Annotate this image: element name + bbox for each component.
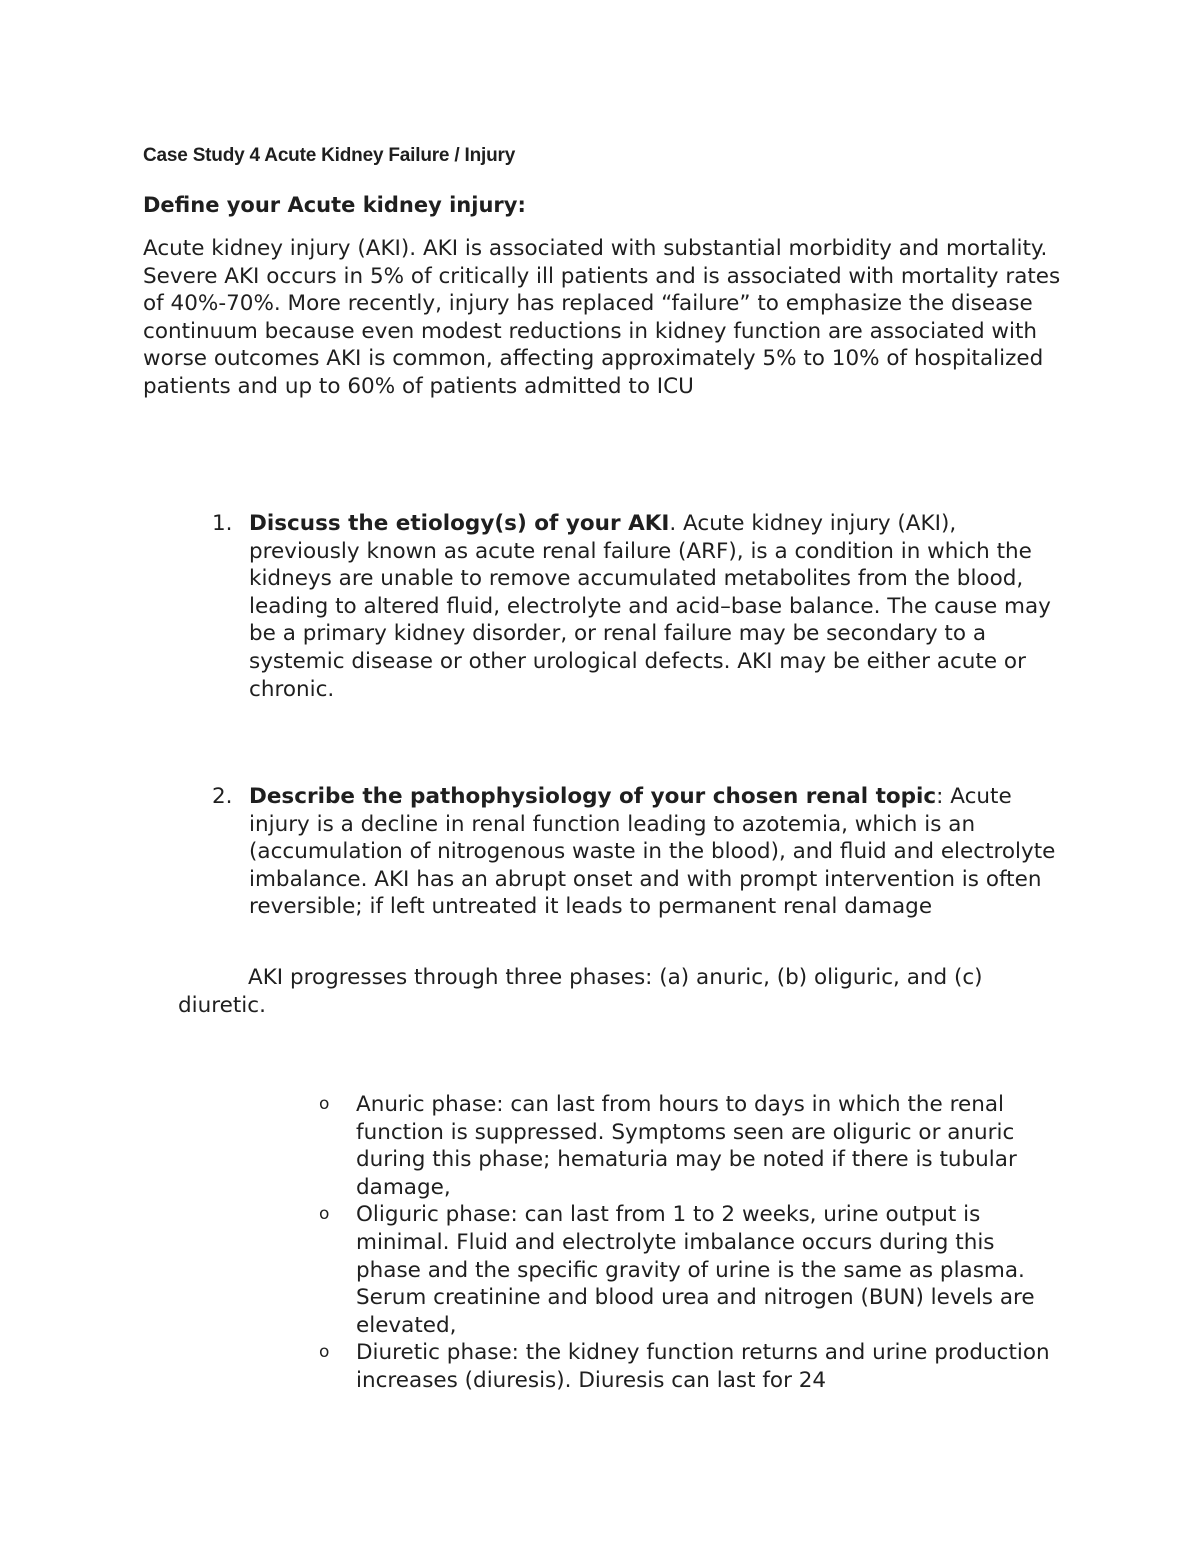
phases-bullet-list bbox=[0, 1091, 1200, 1395]
answer-text: Acute injury is a decline in renal function leading to azotemia, which is an (accumulation of nitrogenous waste in the blood), and fluid and electrolyte imbalance. AKI has an abrupt onset and with prompt intervention is often reversible; if left untreated it leads to permanent renal damage bbox=[249, 784, 1056, 920]
numbered-item-content bbox=[249, 783, 1064, 921]
list-number: 1. bbox=[212, 511, 233, 536]
bullet-text: Oliguric phase: can last from 1 to 2 weeks, urine output is minimal. Fluid and electrolyte imbalance occurs during this phase and the specific gravity of urine is the same as plasma. Serum creatinine and blood urea and nitrogen (BUN) levels are elevated, bbox=[356, 1202, 1035, 1338]
question-lead: Discuss the etiology(s) of your AKI bbox=[249, 511, 670, 536]
bullet-marker: o bbox=[319, 1094, 330, 1114]
bullet-text: Anuric phase: can last from hours to days in which the renal function is suppressed. Symptoms seen are oliguric or anuric during this phase; hematuria may be noted if there is tubular damage, bbox=[356, 1092, 1017, 1200]
question-lead: Describe the pathophysiology of your chosen renal topic bbox=[249, 784, 937, 809]
list-item-diuretic-phase bbox=[0, 1339, 1200, 1394]
phases-intro-paragraph: AKI progresses through three phases: (a) anuric, (b) oliguric, and (c) diuretic. bbox=[178, 965, 983, 1018]
bullet-text: Diuretic phase: the kidney function returns and urine production increases (diuresis). Diuresis can last for 24 bbox=[356, 1340, 1050, 1393]
document-title: Case Study 4 Acute Kidney Failure / Injury bbox=[143, 145, 516, 166]
bullet-marker: o bbox=[319, 1342, 330, 1363]
numbered-item-content bbox=[249, 510, 1064, 703]
section-heading: Define your Acute kidney injury: bbox=[143, 193, 526, 217]
bullet-marker: o bbox=[319, 1204, 330, 1225]
list-number: 2. bbox=[212, 784, 233, 809]
answer-text: Acute kidney injury (AKI), previously known as acute renal failure (ARF), is a condition in which the kidneys are unable to remove accumulated metabolites from the blood, leading to altered fluid, electrolyte and acid–base balance. The cause may be a primary kidney disorder, or renal failure may be secondary to a systemic disease or other urological defects. AKI may be either acute or chronic. bbox=[249, 511, 1051, 702]
question-separator: . bbox=[669, 511, 677, 536]
intro-paragraph: Acute kidney injury (AKI). AKI is associated with substantial morbidity and mortality. Severe AKI occurs in 5% of critically ill patients and is associated with mortality rates of 40%-70%. More recently, injury has replaced “failure” to emphasize the disease continuum because even modest reductions in kidney function are associated with worse outcomes AKI is common, affecting approximately 5% to 10% of hospitalized patients and up to 60% of patients admitted to ICU bbox=[143, 236, 1061, 399]
question-separator: : bbox=[936, 784, 944, 809]
list-item-oliguric-phase bbox=[0, 1201, 1200, 1339]
list-item-anuric-phase bbox=[0, 1091, 1200, 1201]
